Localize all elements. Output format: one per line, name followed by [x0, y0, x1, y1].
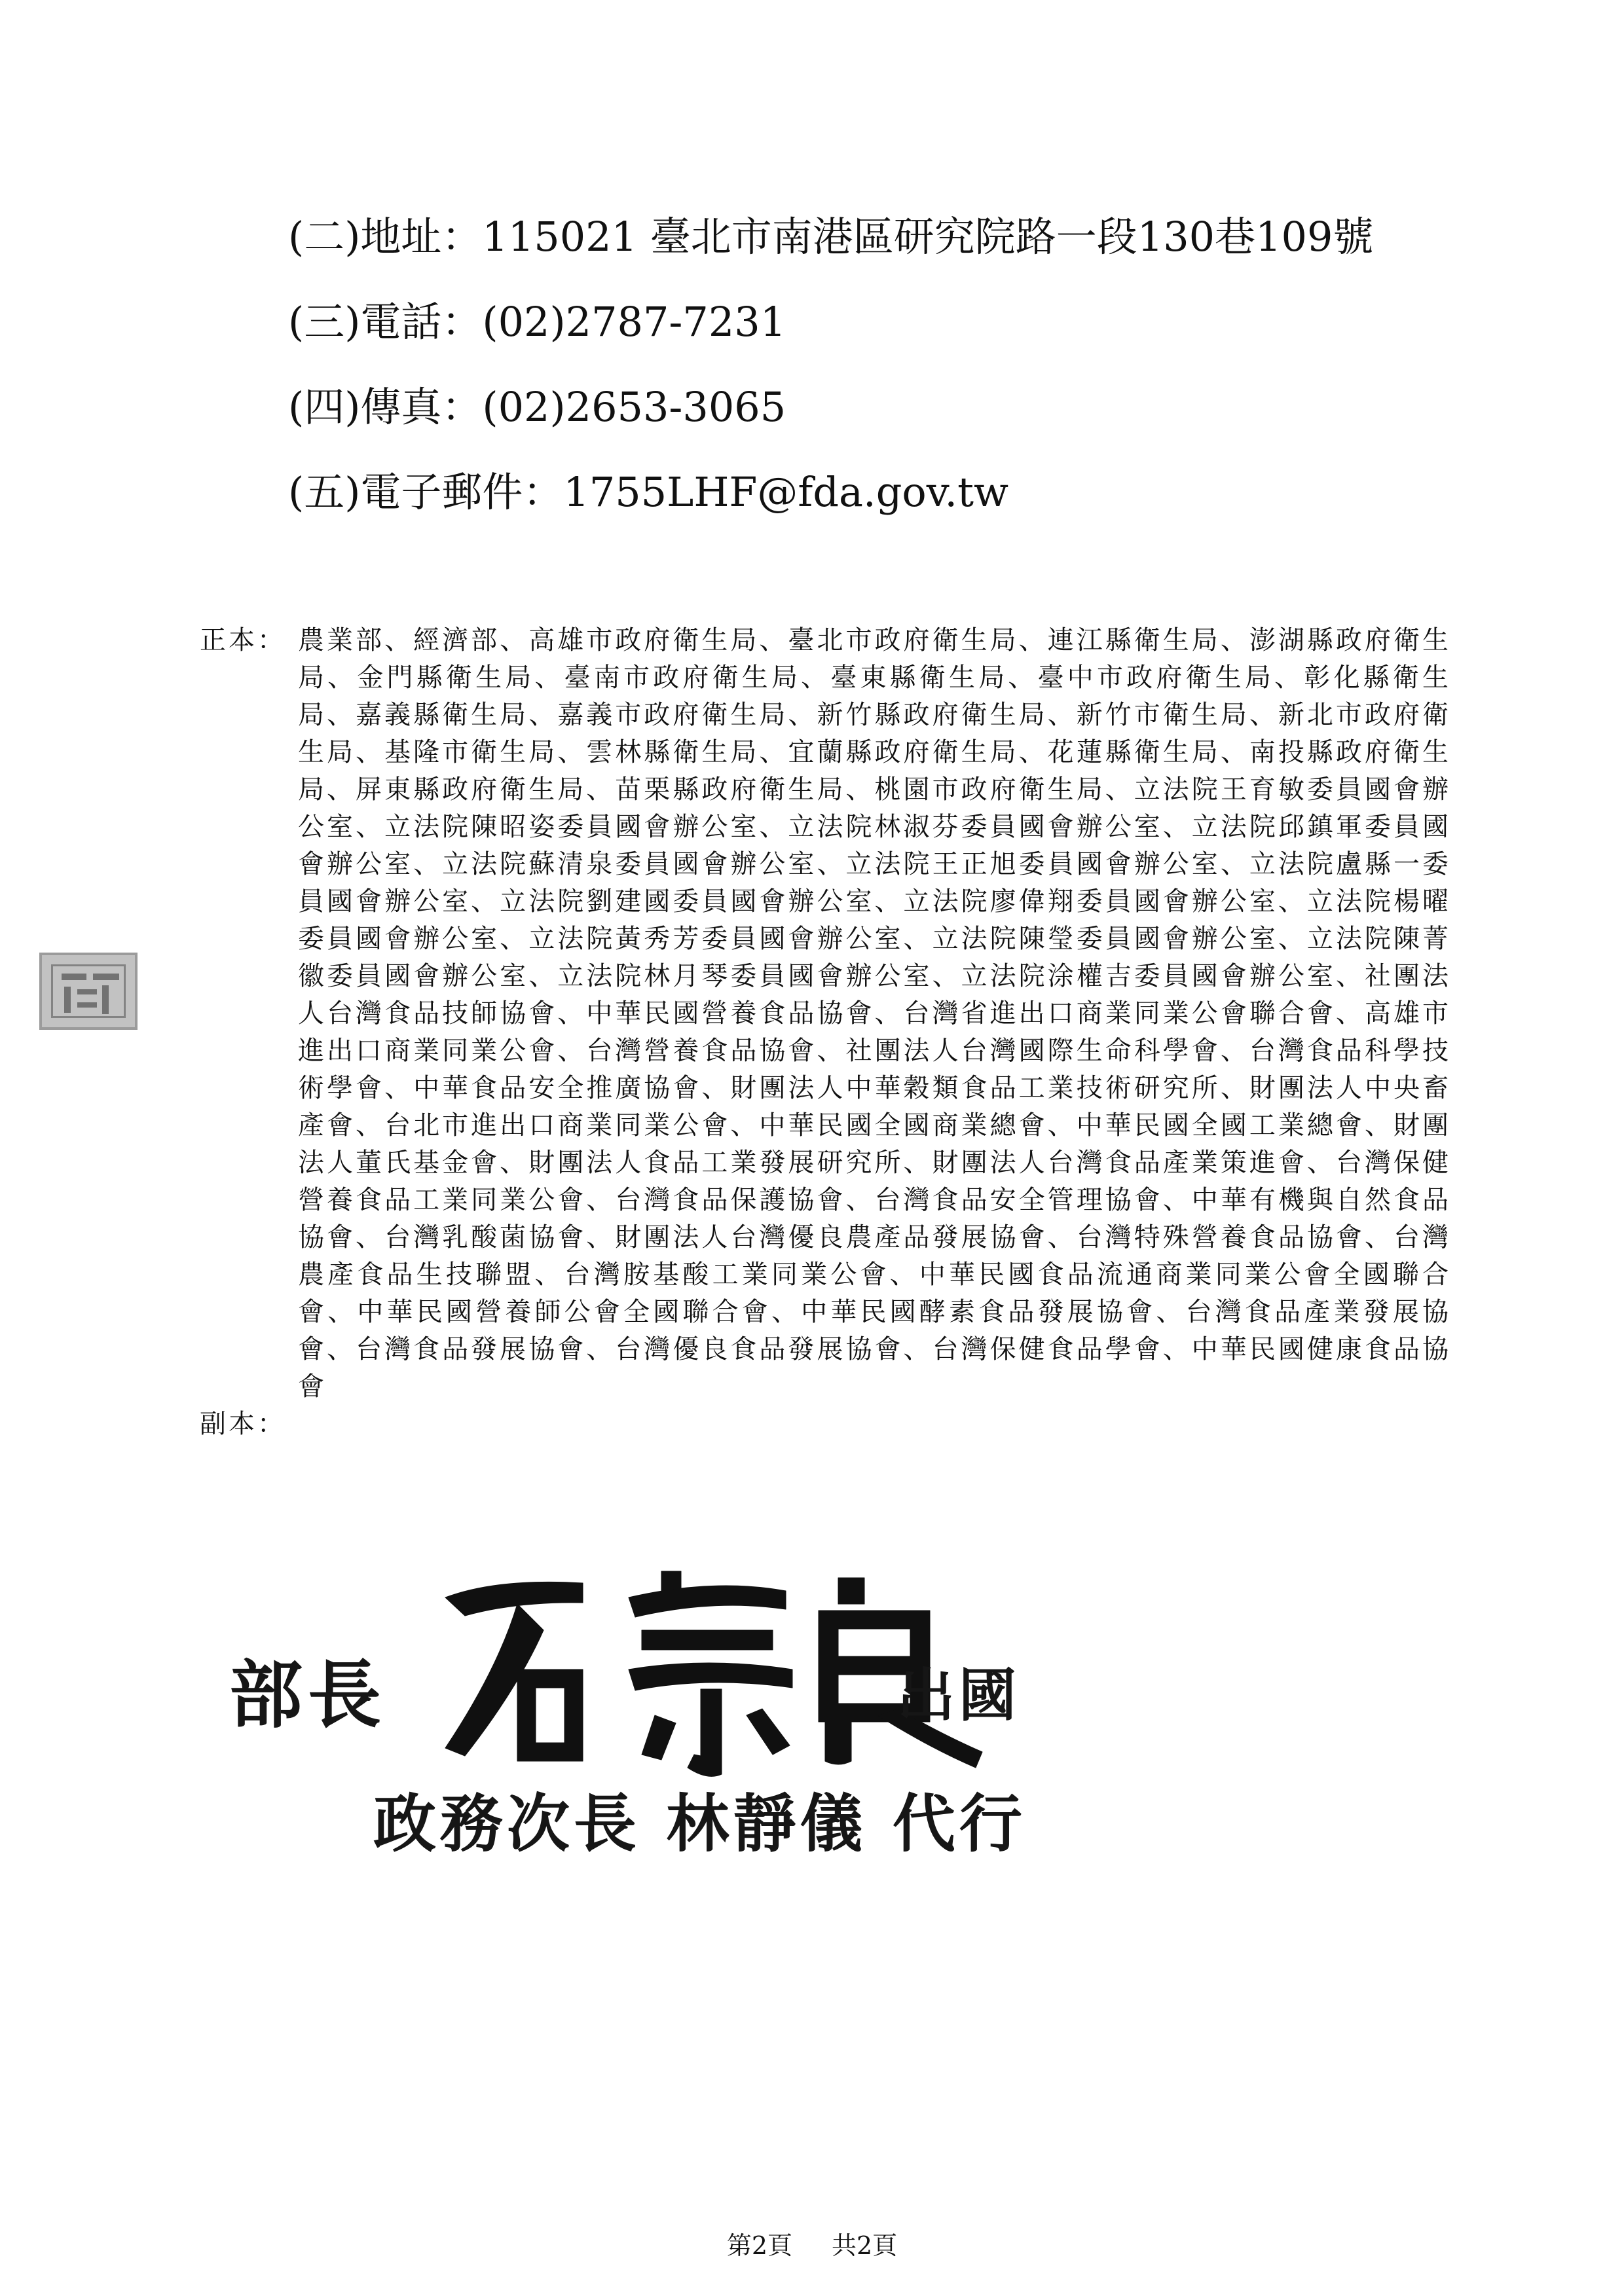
seal-mark	[64, 987, 71, 1013]
contact-info	[288, 213, 1532, 556]
email-line: (五)電子郵件：1755LHF@fda.gov.tw	[288, 468, 1009, 516]
seal-mark	[77, 1002, 97, 1008]
seal-mark	[77, 989, 97, 994]
main-recipients-text: 農業部、經濟部、高雄市政府衛生局、臺北市政府衛生局、連江縣衛生局、澎湖縣政府衛生局、金門縣衛生局、臺南市政府衛生局、臺東縣衛生局、臺中市政府衛生局、彰化縣衛生局、嘉義縣衛生局、嘉義市政府衛生局、新竹縣政府衛生局、新竹市衛生局、新北市政府衛生局、基隆市衛生局、雲林縣衛生局、宜蘭縣政府衛生局、花蓮縣衛生局、南投縣政府衛生局、屏東縣政府衛生局、苗栗縣政府衛生局、桃園市政府衛生局、立法院王育敏委員國會辦公室、立法院陳昭姿委員國會辦公室、立法院林淑芬委員國會辦公室、立法院邱鎮軍委員國會辦公室、立法院蘇清泉委員國會辦公室、立法院王正旭委員國會辦公室、立法院盧縣一委員國會辦公室、立法院劉建國委員國會辦公室、立法院廖偉翔委員國會辦公室、立法院楊曜委員國會辦公室、立法院黃秀芳委員國會辦公室、立法院陳瑩委員國會辦公室、立法院陳菁徽委員國會辦公室、立法院林月琴委員國會辦公室、立法院涂權吉委員國會辦公室、社團法人台灣食品技師協會、中華民國營養食品協會、台灣省進出口商業同業公會聯合會、高雄市進出口商業同業公會、台灣營養食品協會、社團法人台灣國際生命科學會、台灣食品科學技術學會、中華食品安全推廣協會、財團法人中華穀類食品工業技術研究所、財團法人中央畜產會、台北市進出口商業同業公會、中華民國全國商業總會、中華民國全國工業總會、財團法人董氏基金會、財團法人食品工業發展研究所、財團法人台灣食品產業策進會、台灣保健營養食品工業同業公會、台灣食品保護協會、台灣食品安全管理協會、中華有機與自然食品協會、台灣乳酸菌協會、財團法人台灣優良農產品發展協會、台灣特殊營養食品協會、台灣農產食品生技聯盟、台灣胺基酸工業同業公會、中華民國食品流通商業同業公會全國聯合會、中華民國營養師公會全國聯合會、中華民國酵素食品發展協會、台灣食品產業發展協會、台灣食品發展協會、台灣優良食品發展協會、台灣保健食品學會、中華民國健康食品協會	[298, 625, 1450, 1402]
page-total: 共2頁	[832, 2231, 898, 2260]
fax-line: (四)傳真：(02)2653-3065	[288, 383, 786, 431]
seal-mark	[93, 974, 119, 980]
signature-role: 部長	[229, 1653, 386, 1738]
seal-icon	[39, 953, 138, 1030]
address-line: (二)地址：115021 臺北市南港區研究院路一段130巷109號	[288, 213, 1374, 261]
recipient-list	[200, 622, 1464, 1443]
page-number: 第2頁	[726, 2231, 792, 2260]
signature-status: 出國	[897, 1662, 1021, 1729]
cc-recipients	[200, 1406, 1464, 1443]
cc-recipients-text	[298, 1406, 1450, 1443]
page-footer	[0, 2231, 1624, 2260]
seal-mark	[62, 974, 86, 980]
main-recipients	[200, 622, 1464, 1406]
signature-deputy-line: 政務次長 林靜儀 代行	[373, 1787, 1026, 1861]
main-recipients-label: 正本：	[200, 625, 286, 655]
seal-mark	[102, 985, 109, 1014]
cc-recipients-label: 副本：	[200, 1409, 286, 1439]
phone-line: (三)電話：(02)2787-7231	[288, 298, 786, 346]
signature-block	[223, 1552, 1074, 1866]
